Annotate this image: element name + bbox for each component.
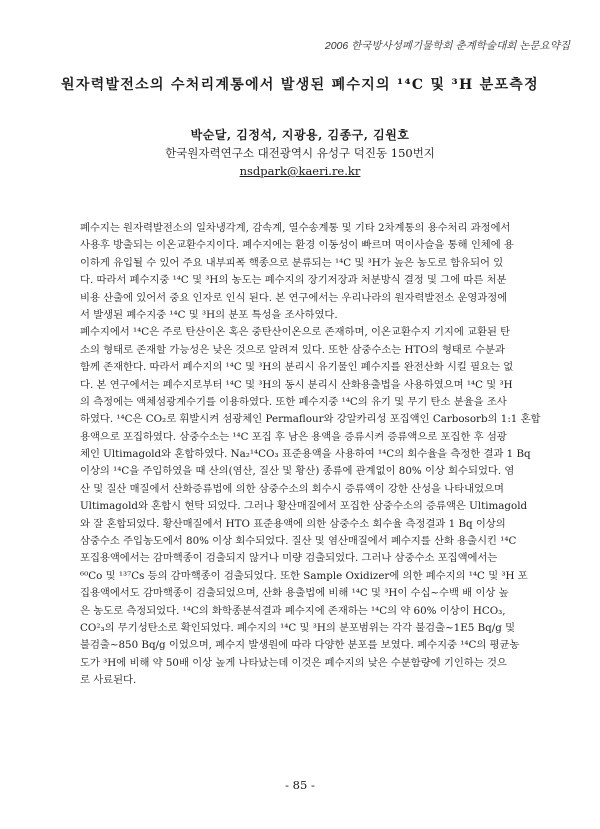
contact-email[interactable] [0,164,600,178]
body-line: 용액으로 포집하였다. 삼중수소는 ¹⁴C 포집 후 남은 용액을 증류시켜 증류액으로 포집한 후 섬광 [80,430,507,443]
body-line: 의 측정에는 액체섬광계수기를 이용하였다. 또한 폐수지중 ¹⁴C의 유기 및 무기 탄소 분율을 조사 [80,395,507,408]
body-line: 하였다. ¹⁴C은 CO₂로 휘발시켜 섬광체인 Permaflour와 강알카리성 포집액인 Carbosorb의 1:1 혼합 [80,413,541,426]
body-line: 다. 본 연구에서는 폐수지로부터 ¹⁴C 및 ³H의 동시 분리시 산화용출법을 사용하였으며 ¹⁴C 및 ³H [80,378,513,391]
body-line: 비용 산출에 있어서 중요 인자로 인식 된다. 본 연구에서는 우리나라의 원자력발전소 운영과정에 [80,291,508,304]
body-line: 와 잘 혼합되었다. 황산매질에서 HTO 표준용액에 의한 삼중수소 회수율 측정결과 1 Bq 이상의 [80,517,506,530]
body-line: 포집용액에서는 감마핵종이 검출되지 않거나 미량 검출되었다. 그러나 삼중수소 포집액에서는 [80,552,498,565]
body-line: 불검출~850 Bq/g 이었으며, 폐수지 발생원에 따라 다양한 분포를 보였다. 폐수지중 ¹⁴C의 평균농 [80,639,520,652]
author-list: 박순달, 김정석, 지광용, 김종구, 김원호 [190,128,410,142]
body-line: 다. 따라서 폐수지중 ¹⁴C 및 ³H의 농도는 폐수지의 장기저장과 처분방식 결정 및 그에 따른 처분 [80,274,507,287]
body-line: 함께 존재한다. 따라서 폐수지의 ¹⁴C 및 ³H의 분리시 유기물인 폐수지를 완전산화 시킬 필요는 없 [80,361,514,374]
affiliation: 한국원자력연구소 대전광역시 유성구 덕진동 150번지 [165,146,435,160]
page-number: - 85 - [285,778,315,792]
body-line: ⁶⁰Co 및 ¹³⁷Cs 등의 감마핵종이 검출되었다. 또한 Sample Oxidizer에 의한 폐수지의 ¹⁴C 및 ³H 포 [80,569,528,582]
body-line: 산 및 질산 매질에서 산화증류법에 의한 삼중수소의 회수시 증류액이 강한 산성을 나타내었으며 [80,482,504,495]
body-line: 집용액에서도 감마핵종이 검출되었으며, 산화 용출법에 비해 ¹⁴C 및 ³H이 수십~수백 배 이상 높 [80,587,509,600]
body-line: 체인 Ultimagold와 혼합하였다. Na₂¹⁴CO₃ 표준용액을 사용하여 ¹⁴C의 회수율을 측정한 결과 1 Bq [80,448,531,461]
email-link[interactable]: nsdpark@kaeri.re.kr [239,164,361,178]
abstract-body [80,220,541,690]
paper-title: 원자력발전소의 수처리계통에서 발생된 폐수지의 ¹⁴C 및 ³H 분포측정 [61,77,539,93]
body-line: 은 농도로 측정되었다. ¹⁴C의 화학종분석결과 폐수지에 존재하는 ¹⁴C의 약 60% 이상이 HCO₃, [80,604,506,617]
body-line: 소의 형태로 존재할 가능성은 낮은 것으로 알려져 있다. 또한 삼중수소는 HTO의 형태로 수분과 [80,343,505,356]
conference-header: 2006 한국방사성폐기물학회 춘계학술대회 논문요약집 [324,40,570,52]
body-line: 폐수지에서 ¹⁴C은 주로 탄산이온 혹은 중탄산이온으로 존재하며, 이온교환수지 기지에 교환된 탄 [80,326,511,339]
body-line: 삼중수소 주입농도에서 80% 이상 회수되었다. 질산 및 염산매질에서 폐수지를 산화 용출시킨 ¹⁴C [80,535,517,548]
body-line: 이상의 ¹⁴C을 주입하였을 때 산의(염산, 질산 및 황산) 종류에 관계없이 80% 이상 회수되었다. 염 [80,465,515,478]
body-line: 폐수지는 원자력발전소의 일차냉각계, 감속계, 열수송계통 및 기타 2차계통의 용수처리 과정에서 [80,222,511,234]
body-line: 서 발생된 폐수지중 ¹⁴C 및 ³H의 분포 특성을 조사하였다. [80,308,338,321]
body-line: 사용후 방출되는 이온교환수지이다. 폐수지에는 환경 이동성이 빠르며 먹이사슬을 통해 인체에 용 [80,239,514,252]
body-line: 로 사료된다. [80,674,137,687]
body-line: Ultimagold와 혼합시 현탁 되었다. 그러나 황산매질에서 포집한 삼중수소의 증류액은 Ultimagold [80,500,528,513]
body-line: CO²₃의 무기성탄소로 확인되었다. 폐수지의 ¹⁴C 및 ³H의 분포범위는 각각 불검출~1E5 Bq/g 및 [80,621,516,634]
body-line: 이하게 유입될 수 있어 주요 내부피폭 핵종으로 분류되는 ¹⁴C 및 ³H가 높은 농도로 함유되어 있 [80,256,504,269]
body-line: 도가 ³H에 비해 약 50배 이상 높게 나타났는데 이것은 폐수지의 낮은 수분함량에 기인하는 것으 [80,656,507,669]
